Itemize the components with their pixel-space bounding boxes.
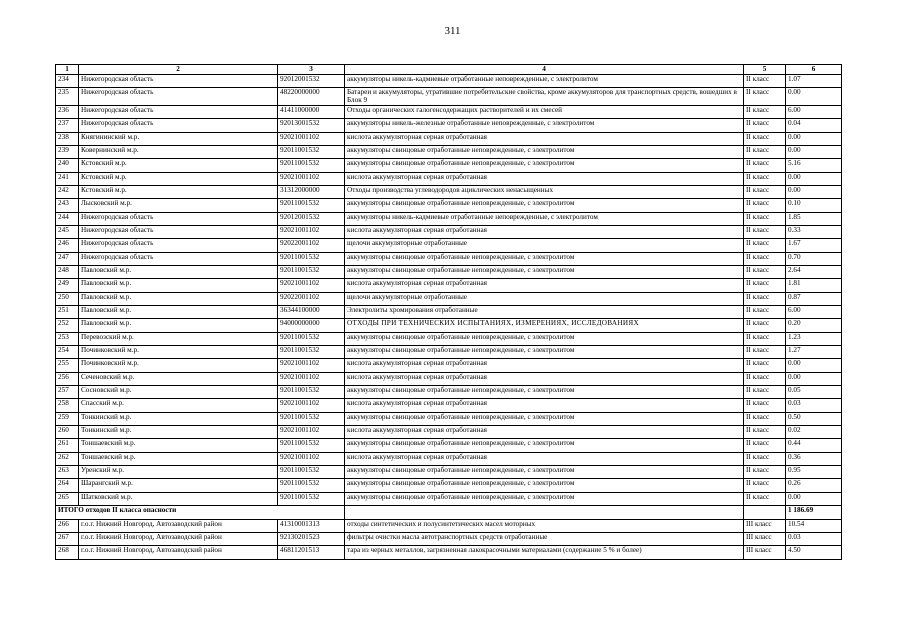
amount-cell: 0.10 xyxy=(786,199,842,212)
total-empty-cell xyxy=(345,506,744,519)
hazard-class-cell: II класс xyxy=(744,479,786,492)
row-number: 237 xyxy=(56,119,79,132)
hazard-class-cell: II класс xyxy=(744,87,786,105)
row-number: 261 xyxy=(56,439,79,452)
total-value: 1 186.69 xyxy=(786,506,842,519)
column-header: 5 xyxy=(744,65,786,75)
amount-cell: 0.04 xyxy=(786,119,842,132)
amount-cell: 6.00 xyxy=(786,306,842,319)
code-cell: 92021001102 xyxy=(278,452,345,465)
amount-cell: 1.67 xyxy=(786,239,842,252)
hazard-class-cell: II класс xyxy=(744,159,786,172)
code-cell: 92130201523 xyxy=(278,532,345,545)
description-cell: щелочи аккумуляторные отработанные xyxy=(345,292,744,305)
code-cell: 92011001532 xyxy=(278,466,345,479)
hazard-class-cell: II класс xyxy=(744,105,786,118)
code-cell: 92011001532 xyxy=(278,145,345,158)
hazard-class-cell: II класс xyxy=(744,252,786,265)
amount-cell: 0.00 xyxy=(786,132,842,145)
code-cell: 31312000000 xyxy=(278,185,345,198)
code-cell: 92013001532 xyxy=(278,119,345,132)
region-cell: г.о.г. Нижний Новгород, Автозаводский район xyxy=(79,546,278,559)
table-row xyxy=(56,74,842,87)
table-header-row xyxy=(56,65,842,75)
description-cell: аккумуляторы никель-кадмиевые отработанные неповрежденные, с электролитом xyxy=(345,74,744,87)
hazard-class-cell: II класс xyxy=(744,346,786,359)
description-cell: тара из черных металлов, загрязненная лакокрасочными материалами (содержание 5 % и более) xyxy=(345,546,744,559)
region-cell: Тоншаевский м.р. xyxy=(79,439,278,452)
description-cell: щелочи аккумуляторные отработанные xyxy=(345,239,744,252)
amount-cell: 0.95 xyxy=(786,466,842,479)
hazard-class-cell: II класс xyxy=(744,492,786,505)
table-row xyxy=(56,145,842,158)
hazard-class-cell: II класс xyxy=(744,292,786,305)
amount-cell: 0.03 xyxy=(786,399,842,412)
code-cell: 92021001102 xyxy=(278,279,345,292)
region-cell: Павловский м.р. xyxy=(79,306,278,319)
code-cell: 92021001102 xyxy=(278,172,345,185)
code-cell: 92021001102 xyxy=(278,372,345,385)
hazard-class-cell: II класс xyxy=(744,399,786,412)
amount-cell: 6.00 xyxy=(786,105,842,118)
description-cell: аккумуляторы свинцовые отработанные неповрежденные, с электролитом xyxy=(345,332,744,345)
hazard-class-cell: II класс xyxy=(744,372,786,385)
description-cell: аккумуляторы свинцовые отработанные неповрежденные, с электролитом xyxy=(345,492,744,505)
amount-cell: 10.54 xyxy=(786,519,842,532)
code-cell: 92011001532 xyxy=(278,199,345,212)
hazard-class-cell: II класс xyxy=(744,426,786,439)
description-cell: аккумуляторы свинцовые отработанные неповрежденные, с электролитом xyxy=(345,479,744,492)
region-cell: Княгининский м.р. xyxy=(79,132,278,145)
code-cell: 92021001102 xyxy=(278,359,345,372)
row-number: 240 xyxy=(56,159,79,172)
total-label: ИТОГО отходов II класса опасности xyxy=(56,506,345,519)
column-header: 6 xyxy=(786,65,842,75)
region-cell: Павловский м.р. xyxy=(79,319,278,332)
region-cell: Нижегородская область xyxy=(79,239,278,252)
amount-cell: 1.81 xyxy=(786,279,842,292)
table-row xyxy=(56,426,842,439)
description-cell: Отходы производства углеводородов ациклических ненасыщенных xyxy=(345,185,744,198)
region-cell: Павловский м.р. xyxy=(79,265,278,278)
hazard-class-cell: II класс xyxy=(744,172,786,185)
amount-cell: 0.20 xyxy=(786,319,842,332)
table-row xyxy=(56,212,842,225)
row-number: 238 xyxy=(56,132,79,145)
code-cell: 92021001102 xyxy=(278,426,345,439)
table-row xyxy=(56,346,842,359)
hazard-class-cell: II класс xyxy=(744,199,786,212)
row-number: 252 xyxy=(56,319,79,332)
region-cell: Нижегородская область xyxy=(79,252,278,265)
row-number: 266 xyxy=(56,519,79,532)
amount-cell: 0.02 xyxy=(786,426,842,439)
code-cell: 92021001102 xyxy=(278,225,345,238)
table-row xyxy=(56,466,842,479)
table-row xyxy=(56,452,842,465)
hazard-class-cell: II класс xyxy=(744,359,786,372)
region-cell: Тонкинский м.р. xyxy=(79,412,278,425)
code-cell: 92022001102 xyxy=(278,239,345,252)
hazard-class-cell: II класс xyxy=(744,74,786,87)
table-row xyxy=(56,199,842,212)
amount-cell: 4.50 xyxy=(786,546,842,559)
region-cell: Перевозский м.р. xyxy=(79,332,278,345)
region-cell: Сосновский м.р. xyxy=(79,386,278,399)
table-row xyxy=(56,332,842,345)
description-cell: ОТХОДЫ ПРИ ТЕХНИЧЕСКИХ ИСПЫТАНИЯХ, ИЗМЕРЕНИЯХ, ИССЛЕДОВАНИЯХ xyxy=(345,319,744,332)
table-row xyxy=(56,225,842,238)
row-number: 257 xyxy=(56,386,79,399)
code-cell: 92011001532 xyxy=(278,386,345,399)
description-cell: кислота аккумуляторная серная отработанная xyxy=(345,172,744,185)
region-cell: Шарангский м.р. xyxy=(79,479,278,492)
row-number: 250 xyxy=(56,292,79,305)
row-number: 254 xyxy=(56,346,79,359)
region-cell: Сеченовский м.р. xyxy=(79,372,278,385)
row-number: 253 xyxy=(56,332,79,345)
hazard-class-cell: II класс xyxy=(744,225,786,238)
region-cell: г.о.г. Нижний Новгород, Автозаводский район xyxy=(79,532,278,545)
row-number: 258 xyxy=(56,399,79,412)
row-number: 262 xyxy=(56,452,79,465)
hazard-class-cell: II класс xyxy=(744,185,786,198)
amount-cell: 1.07 xyxy=(786,74,842,87)
table-row xyxy=(56,306,842,319)
hazard-class-cell: II класс xyxy=(744,319,786,332)
row-number: 264 xyxy=(56,479,79,492)
table-row xyxy=(56,479,842,492)
hazard-class-cell: II класс xyxy=(744,306,786,319)
code-cell: 41310001313 xyxy=(278,519,345,532)
amount-cell: 1.23 xyxy=(786,332,842,345)
description-cell: аккумуляторы свинцовые отработанные неповрежденные, с электролитом xyxy=(345,412,744,425)
row-number: 267 xyxy=(56,532,79,545)
table-row xyxy=(56,359,842,372)
row-number: 251 xyxy=(56,306,79,319)
code-cell: 92011001532 xyxy=(278,265,345,278)
region-cell: Павловский м.р. xyxy=(79,279,278,292)
hazard-class-cell: II класс xyxy=(744,119,786,132)
row-number: 245 xyxy=(56,225,79,238)
hazard-class-cell: II класс xyxy=(744,452,786,465)
hazard-class-cell: II класс xyxy=(744,279,786,292)
code-cell: 36344100000 xyxy=(278,306,345,319)
row-number: 263 xyxy=(56,466,79,479)
table-row xyxy=(56,372,842,385)
table-row xyxy=(56,532,842,545)
description-cell: Электролиты хромирования отработанные xyxy=(345,306,744,319)
hazard-class-cell: III класс xyxy=(744,519,786,532)
description-cell: аккумуляторы никель-железные отработанные неповрежденные, с электролитом xyxy=(345,119,744,132)
row-number: 241 xyxy=(56,172,79,185)
hazard-class-cell: III класс xyxy=(744,546,786,559)
code-cell: 46811201513 xyxy=(278,546,345,559)
region-cell: Спасский м.р. xyxy=(79,399,278,412)
region-cell: Кстовский м.р. xyxy=(79,172,278,185)
table-row xyxy=(56,185,842,198)
hazard-class-cell: II класс xyxy=(744,439,786,452)
amount-cell: 5.16 xyxy=(786,159,842,172)
description-cell: аккумуляторы свинцовые отработанные неповрежденные, с электролитом xyxy=(345,265,744,278)
amount-cell: 0.70 xyxy=(786,252,842,265)
description-cell: аккумуляторы свинцовые отработанные неповрежденные, с электролитом xyxy=(345,346,744,359)
description-cell: кислота аккумуляторная серная отработанная xyxy=(345,399,744,412)
table-row xyxy=(56,439,842,452)
row-number: 236 xyxy=(56,105,79,118)
row-number: 255 xyxy=(56,359,79,372)
row-number: 248 xyxy=(56,265,79,278)
amount-cell: 0.44 xyxy=(786,439,842,452)
code-cell: 92011001532 xyxy=(278,412,345,425)
amount-cell: 0.00 xyxy=(786,185,842,198)
amount-cell: 0.00 xyxy=(786,87,842,105)
amount-cell: 0.00 xyxy=(786,172,842,185)
code-cell: 92011001532 xyxy=(278,479,345,492)
row-number: 259 xyxy=(56,412,79,425)
region-cell: Починковский м.р. xyxy=(79,359,278,372)
region-cell: Нижегородская область xyxy=(79,87,278,105)
code-cell: 41411000000 xyxy=(278,105,345,118)
description-cell: кислота аккумуляторная серная отработанная xyxy=(345,359,744,372)
table-row xyxy=(56,132,842,145)
amount-cell: 0.26 xyxy=(786,479,842,492)
description-cell: аккумуляторы свинцовые отработанные неповрежденные, с электролитом xyxy=(345,199,744,212)
code-cell: 92011001532 xyxy=(278,346,345,359)
region-cell: г.о.г. Нижний Новгород, Автозаводский район xyxy=(79,519,278,532)
amount-cell: 1.27 xyxy=(786,346,842,359)
description-cell: кислота аккумуляторная серная отработанная xyxy=(345,426,744,439)
amount-cell: 0.87 xyxy=(786,292,842,305)
column-header: 2 xyxy=(79,65,278,75)
amount-cell: 0.50 xyxy=(786,412,842,425)
code-cell: 92011001532 xyxy=(278,159,345,172)
region-cell: Тонкинский м.р. xyxy=(79,426,278,439)
code-cell: 92021001102 xyxy=(278,132,345,145)
code-cell: 92021001102 xyxy=(278,399,345,412)
description-cell: отходы синтетических и полусинтетических масел моторных xyxy=(345,519,744,532)
amount-cell: 0.00 xyxy=(786,492,842,505)
table-row xyxy=(56,399,842,412)
hazard-class-cell: II класс xyxy=(744,145,786,158)
code-cell: 92011001532 xyxy=(278,439,345,452)
description-cell: кислота аккумуляторная серная отработанная xyxy=(345,132,744,145)
page-number: 311 xyxy=(444,25,461,37)
hazard-class-cell: II класс xyxy=(744,386,786,399)
amount-cell: 2.64 xyxy=(786,265,842,278)
amount-cell: 0.00 xyxy=(786,359,842,372)
region-cell: Тоншаевский м.р. xyxy=(79,452,278,465)
region-cell: Нижегородская область xyxy=(79,225,278,238)
row-number: 243 xyxy=(56,199,79,212)
region-cell: Уренский м.р. xyxy=(79,466,278,479)
amount-cell: 0.05 xyxy=(786,386,842,399)
hazard-class-cell: II класс xyxy=(744,412,786,425)
table-row xyxy=(56,319,842,332)
table-row xyxy=(56,265,842,278)
description-cell: аккумуляторы свинцовые отработанные неповрежденные, с электролитом xyxy=(345,439,744,452)
table-row xyxy=(56,412,842,425)
column-header: 4 xyxy=(345,65,744,75)
description-cell: аккумуляторы свинцовые отработанные неповрежденные, с электролитом xyxy=(345,159,744,172)
table-row xyxy=(56,105,842,118)
description-cell: аккумуляторы свинцовые отработанные неповрежденные, с электролитом xyxy=(345,145,744,158)
table-row xyxy=(56,546,842,559)
description-cell: аккумуляторы свинцовые отработанные неповрежденные, с электролитом xyxy=(345,386,744,399)
description-cell: Отходы органических галогенсодержащих растворителей и их смесей xyxy=(345,105,744,118)
table-total xyxy=(56,506,842,519)
description-cell: аккумуляторы никель-кадмиевые отработанные неповрежденные, с электролитом xyxy=(345,212,744,225)
code-cell: 92011001532 xyxy=(278,252,345,265)
row-number: 246 xyxy=(56,239,79,252)
column-header: 1 xyxy=(56,65,79,75)
description-cell: кислота аккумуляторная серная отработанная xyxy=(345,452,744,465)
amount-cell: 0.03 xyxy=(786,532,842,545)
region-cell: Нижегородская область xyxy=(79,105,278,118)
region-cell: Нижегородская область xyxy=(79,212,278,225)
amount-cell: 1.85 xyxy=(786,212,842,225)
total-empty-cell xyxy=(744,506,786,519)
region-cell: Кстовский м.р. xyxy=(79,185,278,198)
description-cell: кислота аккумуляторная серная отработанная xyxy=(345,372,744,385)
row-number: 249 xyxy=(56,279,79,292)
table-row xyxy=(56,159,842,172)
hazard-class-cell: III класс xyxy=(744,532,786,545)
table-row xyxy=(56,119,842,132)
description-cell: кислота аккумуляторная серная отработанная xyxy=(345,225,744,238)
table-row xyxy=(56,519,842,532)
table-row xyxy=(56,252,842,265)
hazard-class-cell: II класс xyxy=(744,265,786,278)
row-number: 260 xyxy=(56,426,79,439)
row-number: 268 xyxy=(56,546,79,559)
description-cell: аккумуляторы свинцовые отработанные неповрежденные, с электролитом xyxy=(345,466,744,479)
code-cell: 48220000000 xyxy=(278,87,345,105)
description-cell: кислота аккумуляторная серная отработанная xyxy=(345,279,744,292)
code-cell: 94000000000 xyxy=(278,319,345,332)
table-body-class-2 xyxy=(56,74,842,506)
row-number: 244 xyxy=(56,212,79,225)
waste-table xyxy=(55,64,842,560)
region-cell: Ковернинский м.р. xyxy=(79,145,278,158)
row-number: 242 xyxy=(56,185,79,198)
amount-cell: 0.00 xyxy=(786,145,842,158)
hazard-class-cell: II класс xyxy=(744,212,786,225)
amount-cell: 0.33 xyxy=(786,225,842,238)
row-number: 256 xyxy=(56,372,79,385)
table-row xyxy=(56,492,842,505)
region-cell: Шатковский м.р. xyxy=(79,492,278,505)
table-row xyxy=(56,292,842,305)
amount-cell: 0.36 xyxy=(786,452,842,465)
table-row xyxy=(56,239,842,252)
hazard-class-cell: II класс xyxy=(744,132,786,145)
code-cell: 92011001532 xyxy=(278,332,345,345)
table-row xyxy=(56,172,842,185)
total-row xyxy=(56,506,842,519)
amount-cell: 0.00 xyxy=(786,372,842,385)
description-cell: фильтры очистки масла автотранспортных средств отработанные xyxy=(345,532,744,545)
hazard-class-cell: II класс xyxy=(744,239,786,252)
row-number: 265 xyxy=(56,492,79,505)
code-cell: 92012001532 xyxy=(278,212,345,225)
code-cell: 92012001532 xyxy=(278,74,345,87)
row-number: 239 xyxy=(56,145,79,158)
row-number: 234 xyxy=(56,74,79,87)
row-number: 247 xyxy=(56,252,79,265)
region-cell: Починковский м.р. xyxy=(79,346,278,359)
region-cell: Лысковский м.р. xyxy=(79,199,278,212)
table-row xyxy=(56,279,842,292)
column-header: 3 xyxy=(278,65,345,75)
description-cell: аккумуляторы свинцовые отработанные неповрежденные, с электролитом xyxy=(345,252,744,265)
code-cell: 92022001102 xyxy=(278,292,345,305)
region-cell: Нижегородская область xyxy=(79,119,278,132)
region-cell: Нижегородская область xyxy=(79,74,278,87)
table-row xyxy=(56,87,842,105)
table-row xyxy=(56,386,842,399)
region-cell: Кстовский м.р. xyxy=(79,159,278,172)
region-cell: Павловский м.р. xyxy=(79,292,278,305)
description-cell: Батареи и аккумуляторы, утратившие потребительские свойства, кроме аккумуляторов для транспортных средств, вошедших в Блок 9 xyxy=(345,87,744,105)
hazard-class-cell: II класс xyxy=(744,466,786,479)
row-number: 235 xyxy=(56,87,79,105)
code-cell: 92011001532 xyxy=(278,492,345,505)
hazard-class-cell: II класс xyxy=(744,332,786,345)
table-body-class-3 xyxy=(56,519,842,559)
